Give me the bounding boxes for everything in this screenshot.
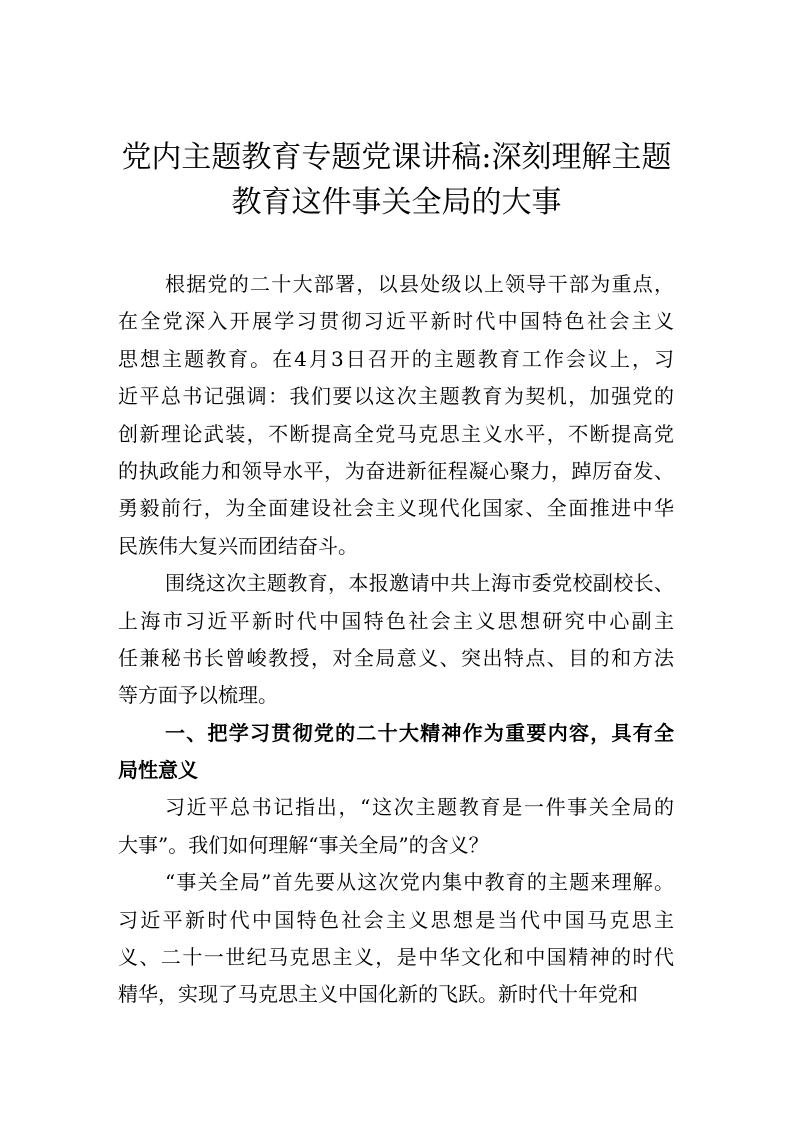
text-line: 精华，实现了马克思主义中国化新的飞跃。新时代十年党和 [118,982,638,1007]
text-line: 习近平总书记指出，“这次主题教育是一件事关全局的 [165,795,674,820]
paragraph [118,864,674,1014]
text-line: 大事”。我们如何理解“事关全局”的含义？ [118,832,489,857]
document-title-line-2: 教育这件事关全局的大事 [231,185,562,220]
text-line: 在全党深入开展学习贯彻习近平新时代中国特色社会主义 [118,309,674,334]
text-line: 上海市习近平新时代中国特色社会主义思想研究中心副主 [118,608,674,633]
document-body [118,266,674,1014]
text-line: 任兼秘书长曾峻教授，对全局意义、突出特点、目的和方法 [118,645,674,670]
text-line: 勇毅前行，为全面建设社会主义现代化国家、全面推进中华 [118,496,674,521]
text-line: 的执政能力和领导水平，为奋进新征程凝心聚力，踔厉奋发、 [118,458,674,483]
text-line: 义、二十一世纪马克思主义，是中华文化和中国精神的时代 [118,945,674,970]
text-line: 根据党的二十大部署，以县处级以上领导干部为重点， [165,272,674,296]
paragraph [118,266,674,565]
text-line: 思想主题教育。在4月3日召开的主题教育工作会议上，习 [118,346,674,371]
text-line: 一、把学习贯彻党的二十大精神作为重要内容，具有全 [165,720,674,745]
document-title-line-1: 党内主题教育专题党课讲稿:深刻理解主题 [121,140,672,175]
text-line: “事关全局”首先要从这次党内集中教育的主题来理解。 [165,870,674,895]
text-line: 创新理论武装，不断提高全党马克思主义水平，不断提高党 [118,421,674,446]
text-line: 围绕这次主题教育，本报邀请中共上海市委党校副校长、 [165,571,674,596]
text-line: 习近平新时代中国特色社会主义思想是当代中国马克思主 [118,907,674,932]
paragraph [118,565,674,715]
text-line: 等方面予以梳理。 [118,683,278,708]
paragraph [118,789,674,864]
section-heading [118,715,674,790]
text-line: 民族伟大复兴而团结奋斗。 [118,533,358,558]
text-line: 局性意义 [118,758,198,783]
text-line: 近平总书记强调：我们要以这次主题教育为契机，加强党的 [118,384,674,409]
